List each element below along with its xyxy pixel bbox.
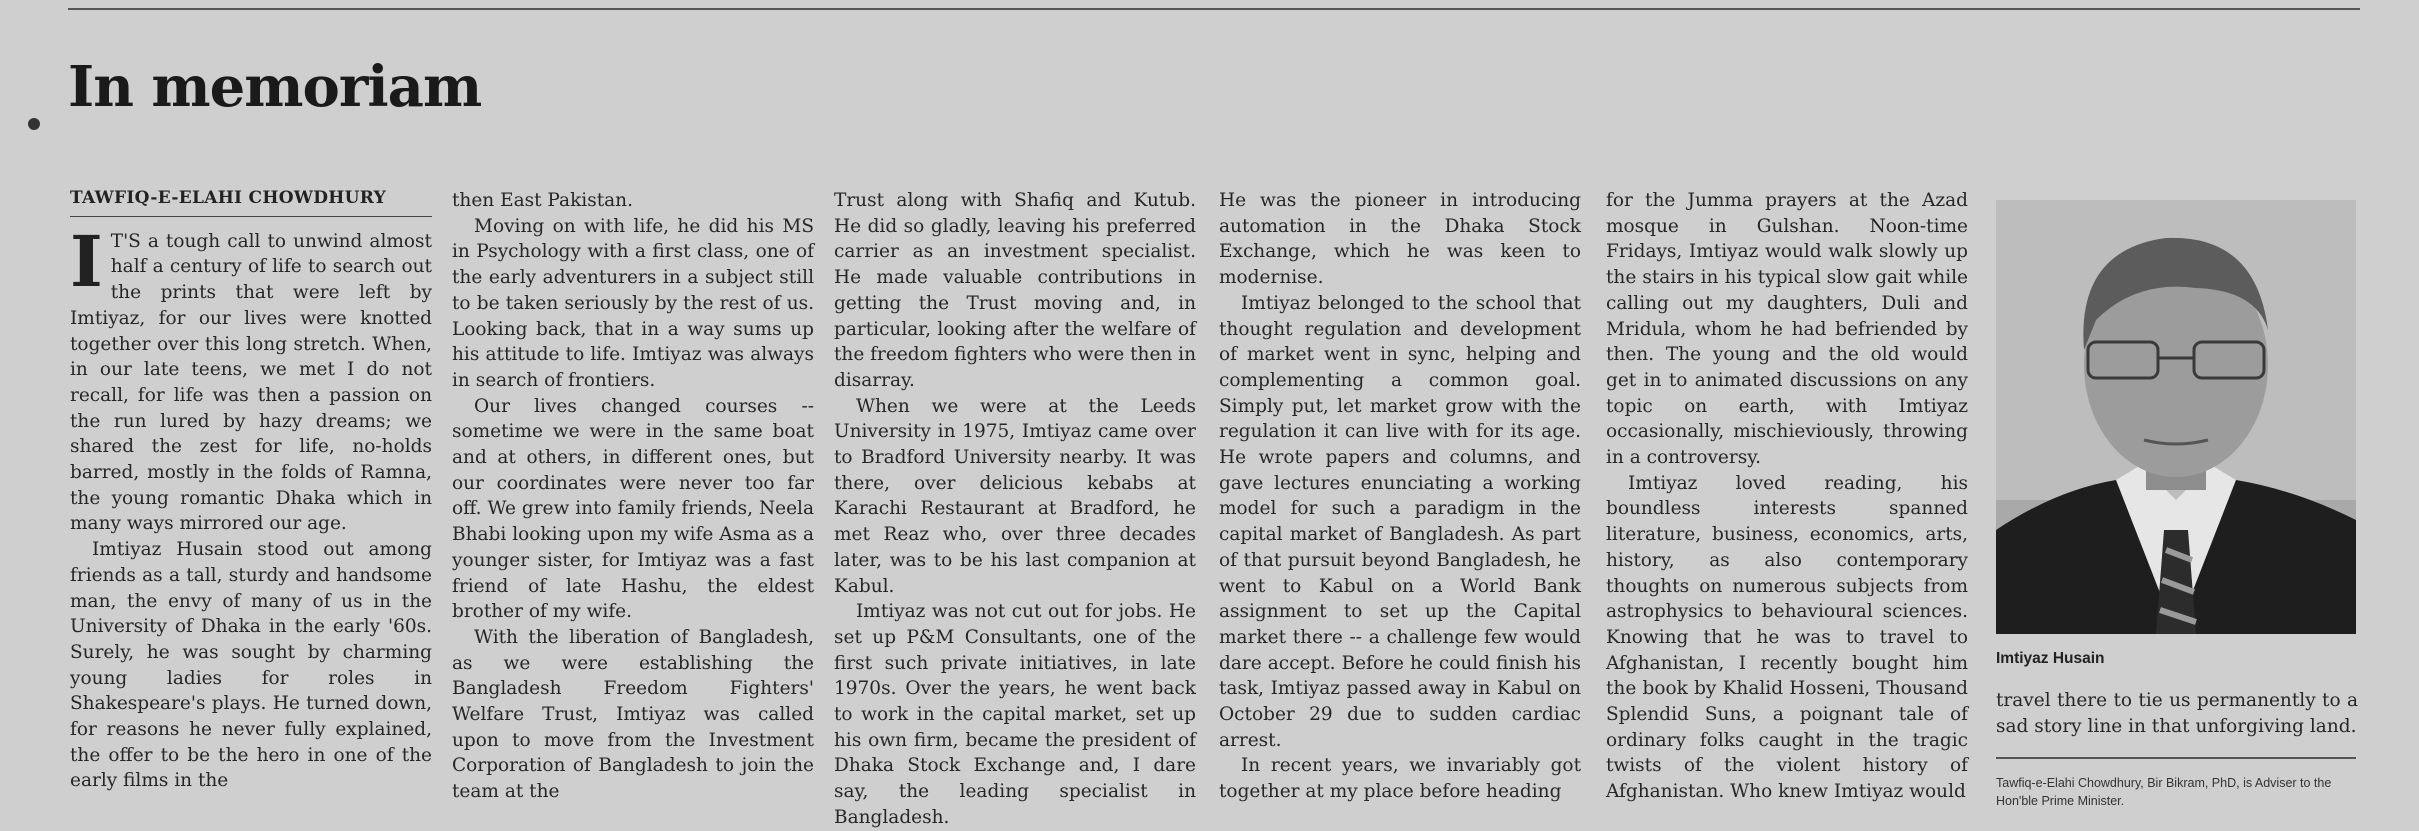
portrait-photo xyxy=(1996,200,2356,634)
paragraph: Imtiyaz loved reading, his boundless interests spanned literature, business, economics, arts, history, as also contemporary thoughts on numerous subjects from astrophysics to behavioural sciences. Knowing that he was to travel to Afghanistan, I recently bought him the book by Khalid Hosseni, Thousand Splendid Suns, a poignant tale of ordinary folks caught in the tragic twists of the violent history of Afghanistan. Who knew Imtiyaz would xyxy=(1606,472,1968,803)
paragraph: In recent years, we invariably got together at my place before heading xyxy=(1219,755,1581,803)
drop-cap: I xyxy=(70,219,103,303)
paragraph: He was the pioneer in introducing automation in the Dhaka Stock Exchange, which he was keen to modernise. xyxy=(1219,190,1581,289)
paragraph: T'S a tough call to unwind almost half a century of life to search out the prints that were left by Imtiyaz, for our lives were knotted together over this long stretch. When, in our late teens, we met I do not recall, for life was then a passion on the run lured by hazy dreams; we shared the zest for life, no-holds barred, mostly in the folds of Ramna, the young romantic Dhaka which in many ways mirrored our age. xyxy=(70,230,432,535)
paragraph: then East Pakistan. xyxy=(452,190,633,211)
headline: In memoriam xyxy=(68,54,482,120)
column-1 xyxy=(70,186,432,811)
paragraph: Imtiyaz belonged to the school that thought regulation and development of market went in sync, helping and complementing a common goal. Simply put, let market grow with the regulation it can live with for its age. He wrote papers and columns, and gave lectures enunciating a working model for such a paradigm in the capital market of Bangladesh. As part of that pursuit beyond Bangladesh, he went to Kabul on a World Bank assignment to set up the Capital market there -- a challenge few would dare accept. Before he could finish his task, Imtiyaz passed away in Kabul on October 29 due to sudden cardiac arrest. xyxy=(1219,292,1581,751)
divider xyxy=(1996,757,2356,759)
paragraph: Imtiyaz was not cut out for jobs. He set up P&M Consultants, one of the first such private initiatives, in late 1970s. Over the years, he went back to work in the capital market, set up his own firm, became the president of Dhaka Stock Exchange and, I dare say, the leading specialist in Bangladesh. xyxy=(834,601,1196,828)
scan-mark xyxy=(28,118,40,130)
paragraph: Trust along with Shafiq and Kutub. He did so gladly, leaving his preferred carrier as an investment specialist. He made valuable contributions in getting the Trust moving and, in particular, looking after the welfare of the freedom fighters who were then in disarray. xyxy=(834,190,1197,391)
column-4 xyxy=(1219,188,1581,813)
paragraph: With the liberation of Bangladesh, as we were establishing the Bangladesh Freedom Fighters' Welfare Trust, Imtiyaz was called upon to move from the Investment Corporation of Bangladesh to join the team at the xyxy=(452,626,814,803)
paragraph: for the Jumma prayers at the Azad mosque in Gulshan. Noon-time Fridays, Imtiyaz would walk slowly up the stairs in his typical slow gait while calling out my daughters, Duli and Mridula, whom he had befriended by then. The young and the old would get in to animated discussions on any topic on earth, with Imtiyaz occasionally, mischieviously, throwing in a controversy. xyxy=(1606,190,1968,469)
byline: TAWFIQ-E-ELAHI CHOWDHURY xyxy=(70,186,432,217)
top-rule xyxy=(68,8,2360,10)
paragraph: Our lives changed courses -- sometime we were in the same boat and at others, in different ones, but our coordinates were never too far off. We grew into family friends, Neela Bhabi looking upon my wife Asma as a younger sister, for Imtiyaz was a fast friend of late Hashu, the eldest brother of my wife. xyxy=(452,395,814,623)
paragraph: When we were at the Leeds University in 1975, Imtiyaz came over to Bradford University nearby. It was there, over delicious kebabs at Karachi Restaurant at Bradford, he met Reaz who, over three decades later, was to be his last companion at Kabul. xyxy=(834,395,1196,597)
paragraph: Moving on with life, he did his MS in Psychology with a first class, one of the early adventurers in a subject still to be taken seriously by the rest of us. Looking back, that in a way sums up his attitude to life. Imtiyaz was always in search of frontiers. xyxy=(452,215,814,391)
column-5 xyxy=(1606,188,1968,813)
photo-caption: Imtiyaz Husain xyxy=(1996,650,2105,667)
paragraph: Imtiyaz Husain stood out among friends as a tall, sturdy and handsome man, the envy of many of us in the University of Dhaka in the early '60s. Surely, he was sought by charming young ladies for roles in Shakespeare's plays. He turned down, for reasons he never fully explained, the offer to be the hero in one of the early films in the xyxy=(70,539,432,792)
paragraph: travel there to tie us permanently to a sad story line in that unforgiving land. xyxy=(1996,690,2358,737)
column-2 xyxy=(452,188,814,813)
column-3 xyxy=(834,188,1197,828)
author-note: Tawfiq-e-Elahi Chowdhury, Bir Bikram, PhD, is Adviser to the Hon'ble Prime Minister. xyxy=(1996,776,2332,808)
